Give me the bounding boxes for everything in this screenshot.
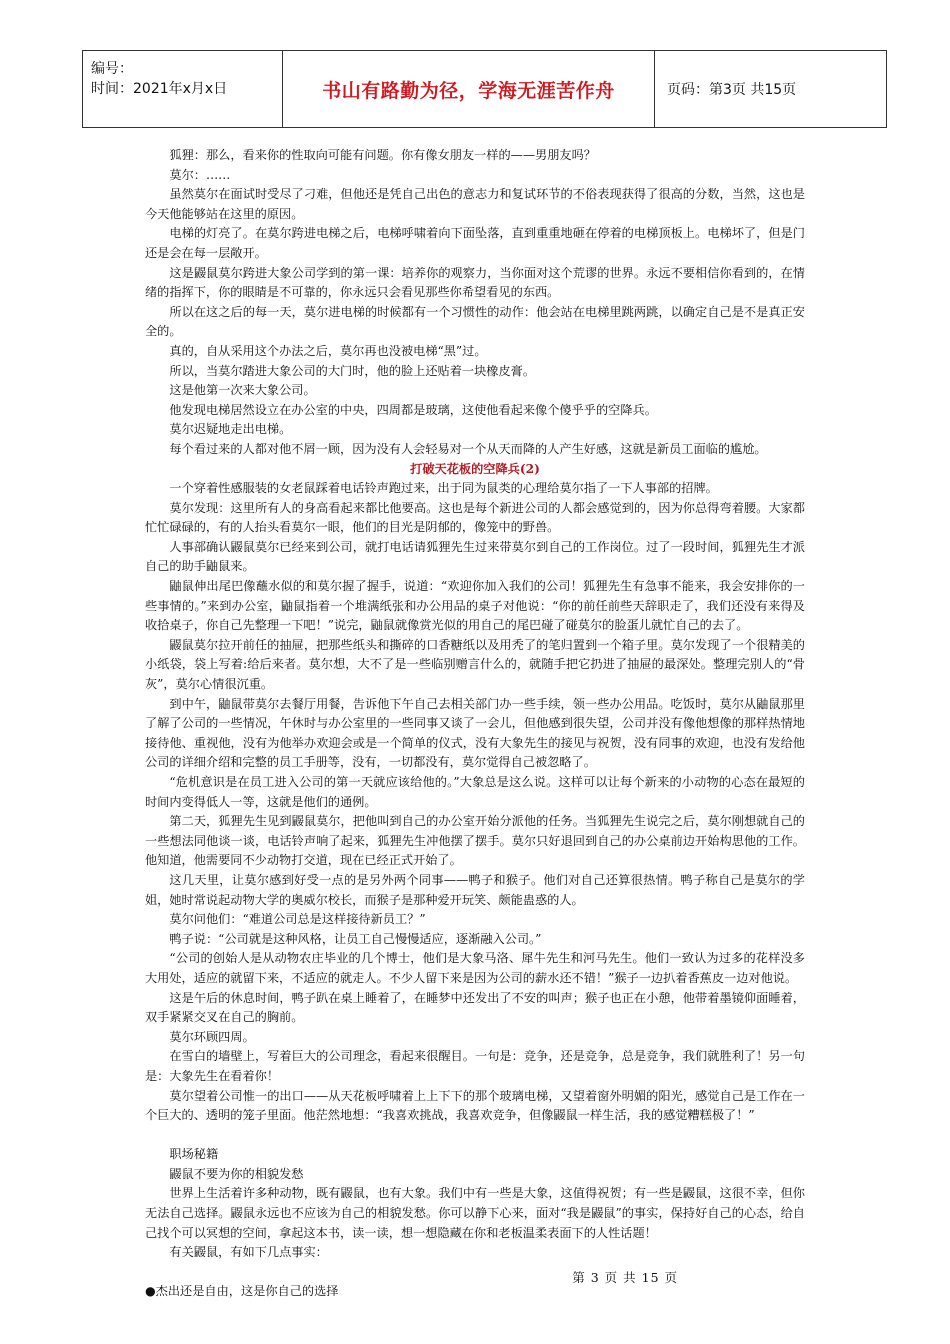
footer-page-number: 第 3 页 共 15 页 bbox=[572, 1270, 678, 1285]
blank-line bbox=[145, 1126, 805, 1146]
header-page-code: 页码：第3页 共15页 bbox=[667, 82, 797, 98]
paragraph: 这是鼹鼠莫尔跨进大象公司学到的第一课：培养你的观察力，当你面对这个荒谬的世界。永远不要相信你看到的，在情绪的指挥下，你的眼睛是不可靠的，你永远只会看见那些你希望看见的东西。 bbox=[145, 265, 805, 300]
paragraph: 真的，自从采用这个办法之后，莫尔再也没被电梯“黑”过。 bbox=[169, 343, 487, 358]
paragraph: 莫尔环顾四周。 bbox=[169, 1029, 255, 1044]
doc-number-label: 编号： bbox=[91, 61, 133, 77]
paragraph: 鼹鼠莫尔拉开前任的抽屉，把那些纸头和撕碎的口香糖纸以及用秃了的笔归置到一个箱子里。莫尔发现了一个很精美的小纸袋，袋上写着:给后来者。莫尔想，大不了是一些临别赠言什么的，就随手把它扔进了抽屉的最深处。整理完别人的“骨灰”，莫尔心情很沉重。 bbox=[145, 637, 805, 692]
paragraph: 这几天里，让莫尔感到好受一点的是另外两个同事——鸭子和猴子。他们对自己还算很热情。鸭子称自己是莫尔的学姐，她时常说起动物大学的奥威尔校长，而猴子是那种爱开玩笑、颇能蛊惑的人。 bbox=[145, 872, 805, 907]
paragraph: 这是他第一次来大象公司。 bbox=[169, 383, 316, 398]
paragraph: 鸭子说：“公司就是这种风格，让员工自己慢慢适应，逐渐融入公司。” bbox=[169, 931, 542, 946]
paragraph: 有关鼹鼠，有如下几点事实： bbox=[169, 1245, 328, 1260]
bullet-item: ●杰出还是自由，这是你自己的选择 bbox=[145, 1284, 339, 1299]
paragraph: 莫尔迟疑地走出电梯。 bbox=[169, 422, 292, 437]
paragraph: 一个穿着性感服装的女老鼠踩着电话铃声跑过来，出于同为鼠类的心理给莫尔指了一下人事部的招牌。 bbox=[169, 481, 718, 496]
paragraph: 莫尔问他们：“难道公司总是这样接待新员工？” bbox=[169, 912, 426, 927]
section-heading: 打破天花板的空降兵(2) bbox=[410, 461, 540, 476]
document-body bbox=[145, 146, 805, 1302]
paragraph: 莫尔：…… bbox=[169, 167, 231, 182]
paragraph: 每个看过来的人都对他不屑一顾，因为没有人会轻易对一个从天而降的人产生好感，这就是新员工面临的尴尬。 bbox=[169, 441, 767, 456]
tips-title: 职场秘籍 bbox=[169, 1147, 219, 1162]
header-meta-cell bbox=[83, 51, 283, 127]
paragraph: 莫尔望着公司惟一的出口——从天花板呼啸着上上下下的那个玻璃电梯，又望着窗外明媚的阳光，感觉自己是工作在一个巨大的、透明的笼子里面。他茫然地想：“我喜欢挑战，我喜欢竞争，但像鼹鼠一样生活，我的感觉糟糕极了！” bbox=[145, 1088, 805, 1123]
paragraph: 人事部确认鼹鼠莫尔已经来到公司，就打电话请狐狸先生过来带莫尔到自己的工作岗位。过了一段时间，狐狸先生才派自己的助手鼬鼠来。 bbox=[145, 539, 805, 574]
paragraph: 所以，当莫尔踏进大象公司的大门时，他的脸上还贴着一块橡皮膏。 bbox=[169, 363, 536, 378]
paragraph: 鼬鼠伸出尾巴像蘸水似的和莫尔握了握手，说道：“欢迎你加入我们的公司！狐狸先生有急事不能来，我会安排你的一些事情的。”来到办公室，鼬鼠指着一个堆满纸张和办公用品的桌子对他说：“你的前任前些天辞职走了，我们还没有来得及收拾桌子，你自己先整理一下吧！”说完，鼬鼠就像赏光似的用自己的尾巴碰了碰莫尔的脸蛋儿就忙自己的去了。 bbox=[145, 579, 805, 633]
paragraph: 所以在这之后的每一天，莫尔进电梯的时候都有一个习惯性的动作：他会站在电梯里跳两跳，以确定自己是不是真正安全的。 bbox=[145, 304, 805, 339]
paragraph: 在雪白的墙壁上，写着巨大的公司理念，看起来很醒目。一句是：竞争，还是竞争，总是竞争，我们就胜利了！另一句是：大象先生在看着你！ bbox=[145, 1049, 805, 1083]
paragraph: 电梯的灯亮了。在莫尔跨进电梯之后，电梯呼啸着向下面坠落，直到重重地砸在停着的电梯顶板上。电梯坏了，但是门还是会在每一层敞开。 bbox=[145, 226, 805, 260]
paragraph: 狐狸：那么，看来你的性取向可能有问题。你有像女朋友一样的——男朋友吗？ bbox=[169, 148, 596, 162]
paragraph: 到中午，鼬鼠带莫尔去餐厅用餐，告诉他下午自己去相关部门办一些手续，领一些办公用品。吃饭时，莫尔从鼬鼠那里了解了公司的一些情况，午休时与办公室里的一些同事又谈了一会儿，但他感到很失望，公司并没有像他想像的那样热情地接待他、重视他，没有为他举办欢迎会或是一个简单的仪式，没有大象先生的接见与祝贺，没有同事的欢迎，也没有发给他公司的详细介绍和完整的员工手册等，没有，一切都没有，莫尔觉得自己被忽略了。 bbox=[145, 696, 805, 770]
paragraph: 他发现电梯居然设立在办公室的中央，四周都是玻璃，这使他看起来像个傻乎乎的空降兵。 bbox=[169, 402, 657, 417]
page-footer bbox=[0, 1268, 950, 1286]
tips-subtitle: 鼹鼠不要为你的相貌发愁 bbox=[169, 1166, 304, 1181]
header-motto: 书山有路勤为径，学海无涯苦作舟 bbox=[283, 51, 655, 127]
date-label: 时间：2021年x月x日 bbox=[91, 81, 228, 97]
paragraph: 莫尔发现：这里所有人的身高看起来都比他要高。这也是每个新进公司的人都会感觉到的，因为你总得弯着腰。大家都忙忙碌碌的，有的人抬头看莫尔一眼，他们的目光是阴郁的，像笼中的野兽。 bbox=[145, 500, 805, 535]
paragraph: 虽然莫尔在面试时受尽了刁难，但他还是凭自己出色的意志力和复试环节的不俗表现获得了很高的分数，当然，这也是今天他能够站在这里的原因。 bbox=[145, 187, 805, 221]
paragraph: 这是午后的休息时间，鸭子趴在桌上睡着了，在睡梦中还发出了不安的叫声；猴子也正在小憩，他带着墨镜仰面睡着，双手紧紧交叉在自己的胸前。 bbox=[145, 990, 805, 1025]
paragraph: 世界上生活着许多种动物，既有鼹鼠，也有大象。我们中有一些是大象，这值得祝贺；有一些是鼹鼠，这很不幸，但你无法自己选择。鼹鼠永远也不应该为自己的相貌发愁。你可以静下心来，面对“我是鼹鼠”的事实，保持好自己的心态，给自己找个可以冥想的空间，拿起这本书，读一读，想一想隐藏在你和老板温柔表面下的人性话题！ bbox=[145, 1186, 805, 1240]
paragraph: “公司的创始人是从动物农庄毕业的几个博士，他们是大象马洛、犀牛先生和河马先生。他们一致认为过多的花样没多大用处，适应的就留下来，不适应的就走人。不少人留下来是因为公司的薪水还不错！”猴子一边扒着香蕉皮一边对他说。 bbox=[145, 951, 805, 985]
page-header-table bbox=[82, 50, 887, 128]
paragraph: “危机意识是在员工进入公司的第一天就应该给他的。”大象总是这么说。这样可以让每个新来的小动物的心态在最短的时间内变得低人一等，这就是他们的通例。 bbox=[145, 775, 805, 809]
paragraph: 第二天，狐狸先生见到鼹鼠莫尔，把他叫到自己的办公室开始分派他的任务。当狐狸先生说完之后，莫尔刚想就自己的一些想法同他谈一谈，电话铃声响了起来，狐狸先生冲他摆了摆手。莫尔只好退回到自己的办公桌前边开始构思他的工作。他知道，他需要同不少动物打交道，现在已经正式开始了。 bbox=[145, 814, 805, 868]
